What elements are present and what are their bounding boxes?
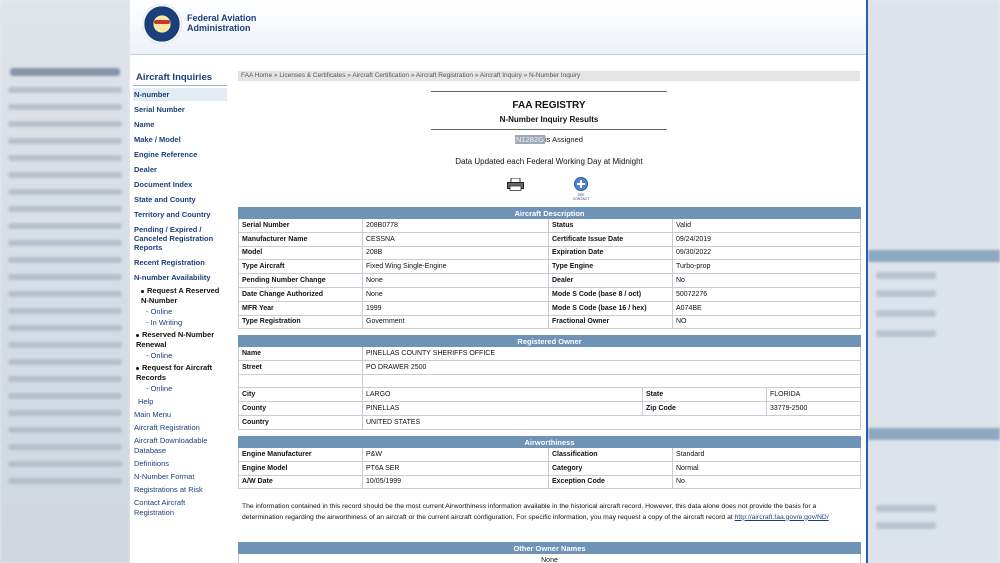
table-row xyxy=(239,274,861,288)
table-row xyxy=(239,260,861,274)
cell-value: Valid xyxy=(673,219,861,233)
sidebar-item-engine-reference[interactable]: Engine Reference xyxy=(134,150,198,159)
sidebar-link-online-renewal[interactable]: - Online xyxy=(146,351,173,360)
cell-label: Engine Model xyxy=(239,461,363,475)
sidebar-link-registrations-at-risk[interactable]: Registrations at Risk xyxy=(134,485,203,494)
sidebar-link-in-writing[interactable]: - In Writing xyxy=(146,318,183,327)
breadcrumb-current: N-Number Inquiry xyxy=(529,72,581,79)
divider xyxy=(431,129,667,130)
registered-owner-table xyxy=(238,335,861,430)
cell-label: Mode S Code (base 8 / oct) xyxy=(549,287,673,301)
sidebar-item-serial-number[interactable]: Serial Number xyxy=(134,105,185,114)
section-airworthiness: Airworthiness xyxy=(239,437,861,448)
sidebar-title: Aircraft Inquiries xyxy=(133,72,227,86)
cell-label: Certificate Issue Date xyxy=(549,232,673,246)
divider xyxy=(431,91,667,92)
cell-label: Pending Number Change xyxy=(239,274,363,288)
assignment-status xyxy=(431,135,667,144)
contact-plus-icon xyxy=(574,177,588,191)
breadcrumb-aircraft-registration[interactable]: Aircraft Registration » xyxy=(415,72,479,79)
cell-label: Street xyxy=(239,360,363,374)
bullet-icon xyxy=(141,290,144,293)
cell-value: None xyxy=(363,274,549,288)
owner-city: LARGO xyxy=(363,388,643,402)
owner-county: PINELLAS xyxy=(363,402,643,416)
assigned-text: is Assigned xyxy=(544,135,583,144)
link-label: In Writing xyxy=(150,318,183,327)
cell-value: No xyxy=(673,274,861,288)
table-row xyxy=(239,287,861,301)
table-row xyxy=(239,554,861,563)
right-edge-rule xyxy=(866,0,868,563)
cell-value: 10/05/1999 xyxy=(363,475,549,489)
cell-label: MFR Year xyxy=(239,301,363,315)
sub-label: Reserved N-Number Renewal xyxy=(136,330,215,349)
cell-label: Country xyxy=(239,415,363,429)
cell-label: Exception Code xyxy=(549,475,673,489)
cell-label: Serial Number xyxy=(239,219,363,233)
table-row xyxy=(239,301,861,315)
sidebar-item-territory-country[interactable]: Territory and Country xyxy=(134,210,211,219)
cell-label: Type Registration xyxy=(239,315,363,329)
empty-cell xyxy=(239,374,363,388)
cell-value: A074BE xyxy=(673,301,861,315)
table-row xyxy=(239,246,861,260)
cell-label: City xyxy=(239,388,363,402)
cell-value: P&W xyxy=(363,448,549,462)
sidebar-link-main-menu[interactable]: Main Menu xyxy=(134,410,172,419)
sidebar-item-n-number-availability[interactable]: N-number Availability xyxy=(134,273,211,282)
cell-label: State xyxy=(643,388,767,402)
link-label: Online xyxy=(150,384,173,393)
table-row xyxy=(239,232,861,246)
agency-line-2: Administration xyxy=(187,23,251,33)
table-row xyxy=(239,219,861,233)
sidebar-item-document-index[interactable]: Document Index xyxy=(134,180,193,189)
sidebar-item-recent-registration[interactable]: Recent Registration xyxy=(134,258,205,267)
cell-label: Type Aircraft xyxy=(239,260,363,274)
cell-label: Status xyxy=(549,219,673,233)
page-title: FAA REGISTRY xyxy=(512,100,586,111)
sidebar-link-contact-registration[interactable]: Contact Aircraft Registration xyxy=(134,498,186,517)
section-registered-owner: Registered Owner xyxy=(239,336,861,347)
cell-label: Category xyxy=(549,461,673,475)
bullet-icon xyxy=(136,334,139,337)
registry-heading xyxy=(431,91,667,130)
breadcrumb-faa-home[interactable]: FAA Home » xyxy=(241,72,278,79)
table-row xyxy=(239,388,861,402)
aircraft-record-link[interactable]: http://aircraft.faa.gov/e.gov/ND/ xyxy=(734,513,829,521)
sub-label: Request for Aircraft Records xyxy=(136,363,213,382)
cell-value: NO xyxy=(673,315,861,329)
sidebar-link-online-records[interactable]: - Online xyxy=(146,384,173,393)
sidebar-sub-request-reserved xyxy=(133,286,227,306)
table-row xyxy=(239,415,861,429)
table-row xyxy=(239,347,861,361)
cell-value: 208B0778 xyxy=(363,219,549,233)
table-row xyxy=(239,360,861,374)
cell-label: Dealer xyxy=(549,274,673,288)
cell-label: Zip Code xyxy=(643,402,767,416)
page-subtitle: N-Number Inquiry Results xyxy=(499,115,599,124)
faa-page xyxy=(130,0,868,563)
table-row xyxy=(239,448,861,462)
background-left-blur xyxy=(0,0,130,563)
cell-value: PT6A SER xyxy=(363,461,549,475)
table-row xyxy=(239,461,861,475)
airworthiness-table xyxy=(238,436,861,489)
other-owners-table xyxy=(238,542,861,563)
sidebar-link-online[interactable]: - Online xyxy=(146,307,173,316)
owner-street: PO DRAWER 2500 xyxy=(363,360,861,374)
cell-value: No xyxy=(673,475,861,489)
table-row xyxy=(239,374,861,388)
table-row xyxy=(239,315,861,329)
link-label: Online xyxy=(150,307,173,316)
cell-label: Date Change Authorized xyxy=(239,287,363,301)
seal-emblem xyxy=(154,20,170,24)
update-notice: Data Updated each Federal Working Day at Midnight xyxy=(455,157,643,166)
sidebar-link-help[interactable]: Help xyxy=(138,397,154,406)
cell-value: Standard xyxy=(673,448,861,462)
sidebar-sub-reserved-renewal xyxy=(133,330,227,350)
contact-caption: SEE CONTACT xyxy=(572,193,590,201)
cell-label: County xyxy=(239,402,363,416)
breadcrumb-aircraft-certification[interactable]: Aircraft Certification » xyxy=(352,72,415,79)
cell-label: A/W Date xyxy=(239,475,363,489)
agency-line-1: Federal Aviation xyxy=(187,13,257,23)
other-owners-value: None xyxy=(239,554,861,563)
site-header xyxy=(130,0,868,55)
empty-cell xyxy=(363,374,861,388)
section-aircraft-description: Aircraft Description xyxy=(239,208,861,219)
note-text: The information contained in this record should be the most current Airworthiness information available in the historical aircraft record. However, this data alone does not provide the basis for a determination regarding the airworthiness of an aircraft or the current aircraft configuration. For specific information, you may request a copy of the aircraft record at xyxy=(242,503,817,521)
cell-label: Type Engine xyxy=(549,260,673,274)
cell-value: 208B xyxy=(363,246,549,260)
breadcrumb xyxy=(238,71,860,81)
cell-label: Expiration Date xyxy=(549,246,673,260)
link-label: Online xyxy=(150,351,173,360)
cell-value: None xyxy=(363,287,549,301)
sidebar-link-definitions[interactable]: Definitions xyxy=(134,459,170,468)
breadcrumb-aircraft-inquiry[interactable]: Aircraft Inquiry » xyxy=(479,72,528,79)
cell-value: 1999 xyxy=(363,301,549,315)
sidebar-link-aircraft-registration[interactable]: Aircraft Registration xyxy=(134,423,200,432)
printer-icon[interactable] xyxy=(507,178,524,191)
cell-value: Turbo-prop xyxy=(673,260,861,274)
cell-value: 09/30/2022 xyxy=(673,246,861,260)
agency-name[interactable] xyxy=(187,13,256,33)
sidebar-link-downloadable-database[interactable]: Aircraft Downloadable Database xyxy=(134,436,208,455)
bullet-icon xyxy=(136,367,139,370)
sidebar-sub-request-records xyxy=(133,363,227,383)
owner-country: UNITED STATES xyxy=(363,415,861,429)
n-number-value: N1282G xyxy=(516,135,544,144)
sidebar-item-n-number[interactable]: N-number xyxy=(133,88,227,101)
owner-zip: 33779-2500 xyxy=(767,402,861,416)
cell-value: CESSNA xyxy=(363,232,549,246)
cell-value: Normal xyxy=(673,461,861,475)
owner-state: FLORIDA xyxy=(767,388,861,402)
owner-name: PINELLAS COUNTY SHERIFFS OFFICE xyxy=(363,347,861,361)
background-right-blur xyxy=(868,0,1000,563)
contact-icon[interactable] xyxy=(572,177,590,199)
airworthiness-note xyxy=(242,502,854,523)
aircraft-description-table xyxy=(238,207,861,329)
sidebar-item-pending-reports[interactable]: Pending / Expired / Canceled Registration Reports xyxy=(134,225,214,252)
cell-label: Engine Manufacturer xyxy=(239,448,363,462)
cell-label: Model xyxy=(239,246,363,260)
cell-value: Government xyxy=(363,315,549,329)
cell-label: Name xyxy=(239,347,363,361)
sidebar-item-state-county[interactable]: State and County xyxy=(134,195,196,204)
sub-label: Request A Reserved N-Number xyxy=(141,286,220,305)
faa-seal-logo[interactable] xyxy=(142,4,182,44)
table-row xyxy=(239,475,861,489)
breadcrumb-licenses[interactable]: Licenses & Certificates » xyxy=(279,72,351,79)
cell-label: Mode S Code (base 16 / hex) xyxy=(549,301,673,315)
cell-label: Classification xyxy=(549,448,673,462)
cell-value: Fixed Wing Single-Engine xyxy=(363,260,549,274)
sidebar-item-dealer[interactable]: Dealer xyxy=(134,165,157,174)
sidebar-nav xyxy=(133,72,227,518)
cell-value: 09/24/2019 xyxy=(673,232,861,246)
sidebar-link-n-number-format[interactable]: N-Number Format xyxy=(134,472,195,481)
section-other-owners: Other Owner Names xyxy=(239,543,861,554)
cell-label: Fractional Owner xyxy=(549,315,673,329)
sidebar-item-make-model[interactable]: Make / Model xyxy=(134,135,181,144)
cell-value: 50072276 xyxy=(673,287,861,301)
cell-label: Manufacturer Name xyxy=(239,232,363,246)
table-row xyxy=(239,402,861,416)
sidebar-item-name[interactable]: Name xyxy=(134,120,155,129)
